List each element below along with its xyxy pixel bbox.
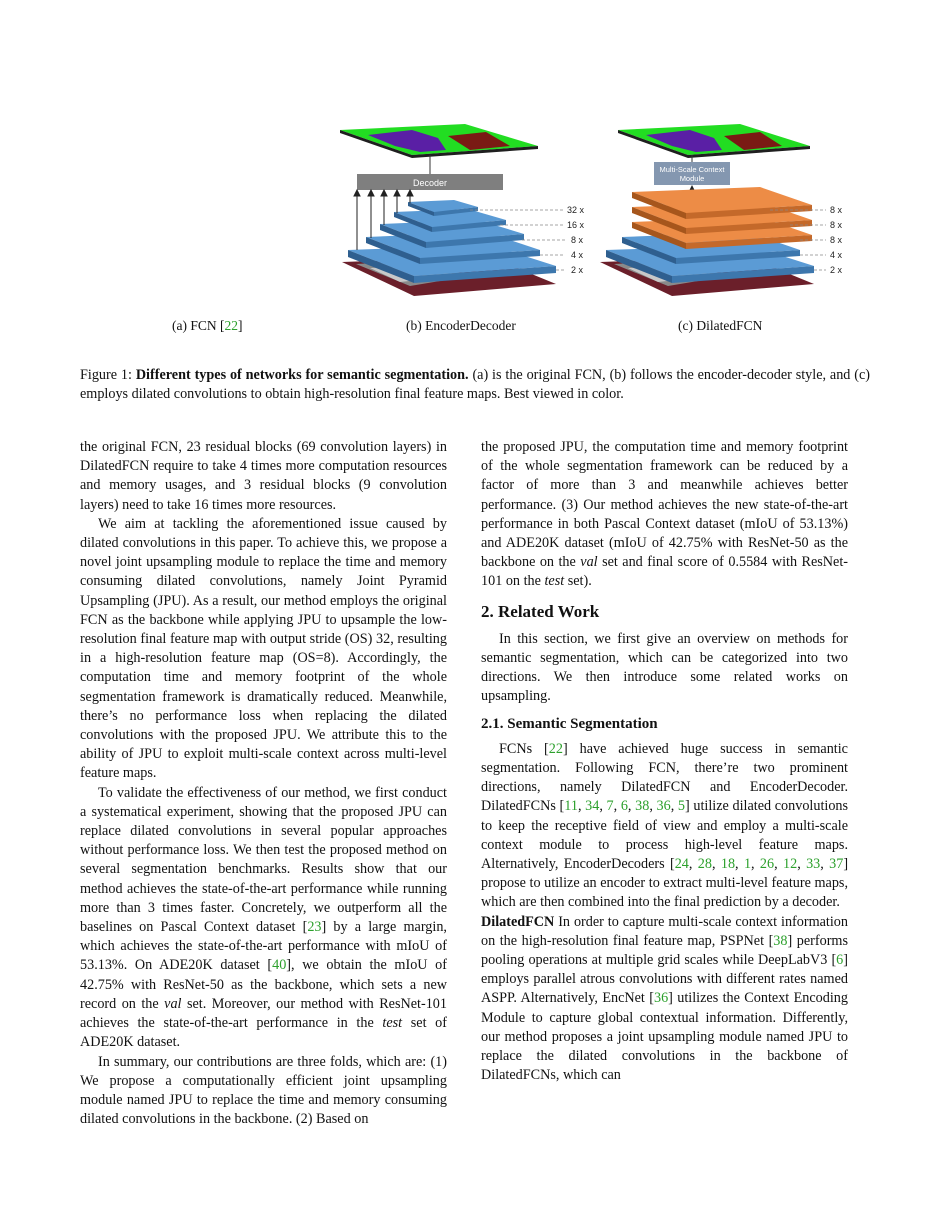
citation-link[interactable]: 37: [829, 856, 844, 873]
subsection-heading: 2.1. Semantic Segmentation: [481, 715, 658, 732]
citation-link[interactable]: 12: [783, 856, 798, 873]
citation-link[interactable]: 22: [224, 318, 238, 333]
figure-caption: [80, 366, 870, 404]
citation-link[interactable]: 33: [806, 856, 821, 873]
figure-1-graphic: [0, 100, 952, 345]
figure-caption-title: Different types of networks for semantic segmentation.: [135, 367, 469, 383]
citation-link[interactable]: 18: [720, 856, 736, 873]
panel-c-scale-label: 8 x: [830, 235, 843, 245]
panel-c-scale-label: 2 x: [830, 265, 843, 275]
citation-link[interactable]: 7: [606, 798, 614, 815]
panel-b-scale-label: 4 x: [571, 250, 584, 260]
citation-link[interactable]: 34: [585, 798, 600, 815]
citation-link[interactable]: 23: [307, 919, 322, 936]
citation-link[interactable]: 28: [697, 856, 712, 873]
panel-b-scale-label: 8 x: [571, 235, 584, 245]
figure-label: Figure 1:: [80, 367, 136, 383]
panel-c-scale-label: 8 x: [830, 205, 843, 215]
panel-b-scale-label: 16 x: [567, 220, 585, 230]
paragraph: the proposed JPU, the computation time and memory footprint of the whole segmentation framework can be reduced by a factor of more than 3 and meanwhile achieves better performance. (3) Our method achieves the new state-of-the-art performance in both Pascal Context dataset (mIoU of 53.13%) and ADE20K dataset (mIoU of 42.75% with ResNet-50 as the backbone on the val set and final score of 0.5584 with ResNet-101 on the test set).: [481, 439, 848, 590]
citation-list: [549, 741, 563, 757]
panel-b-scale-label: 32 x: [567, 205, 585, 215]
panel-b-decoder-label: Decoder: [412, 178, 448, 188]
paragraph-runin-heading: DilatedFCN: [481, 913, 555, 930]
paragraph: In this section, we first give an overview on methods for semantic segmentation, which can be categorized into two directions. We then introduce some related works on upsampling.: [481, 630, 848, 705]
paragraph: DilatedFCN In order to capture multi-scale context information on the high-resolution final feature map, PSPNet [38] performs pooling operations at multiple grid scales while DeepLabV3 [6] employs parallel atrous convolutions with different rates named ASPP. Alternatively, EncNet [36] utilizes the Context Encoding Module to capture global contextual information. Differently, our method proposes a joint upsampling module named JPU to replace the dilated convolutions in the backbone of DilatedFCNs, which can: [481, 913, 848, 1084]
subcaption-a: (a) FCN [22]: [172, 318, 243, 333]
subcaption-b: (b) EncoderDecoder: [406, 318, 516, 333]
section-heading: 2. Related Work: [481, 601, 600, 621]
panel-c-dilatedfcn: [600, 124, 843, 296]
paragraph: FCNs [22] have achieved huge success in semantic segmentation. Following FCN, there’re two prominent directions, namely DilatedFCN and EncoderDecoder. DilatedFCNs [11, 34, 7, 6, 38, 36, 5] utilize dilated convolutions to keep the receptive field of view and employ a multi-scale context module to process high-level feature maps. Alternatively, EncoderDecoders [24, 28, 18, 1, 26, 12, 33, 37] propose to utilize an encoder to extract multi-level feature maps, which are then combined into the final prediction by a decoder.: [481, 740, 849, 911]
panel-c-scale-label: 8 x: [830, 220, 843, 230]
citation-link[interactable]: 24: [674, 856, 689, 873]
paragraph: To validate the effectiveness of our method, we first conduct a systematical experiment, showing that the proposed JPU can replace dilated convolutions in several popular approaches without performance loss. We then test the proposed method on several segmentation benchmarks. Results show that our method achieves the state-of-the-art performance while running more than 3 times faster. Concretely, we outperform all the baselines on Pascal Context dataset [23] by a large margin, which achieves the state-of-the-art performance with mIoU of 53.13%. On ADE20K dataset [40], we obtain the mIoU of 42.75% with ResNet-50 as the backbone, which sets a new record on the val set. Moreover, our method with ResNet-101 achieves the state-of-the-art performance in the test set of ADE20K dataset.: [80, 784, 447, 1051]
citation-link[interactable]: 38: [773, 932, 788, 949]
panel-b-encoderdecoder: [340, 124, 585, 296]
panel-c-module-label: Multi-Scale Context: [659, 165, 725, 174]
panel-c-feature-stack: [606, 187, 814, 283]
paragraph: In summary, our contributions are three folds, which are: (1) We propose a computationally efficient joint upsampling module named JPU to replace the time and memory consuming dilated convolutions in the backbone. (2) Based on: [80, 1053, 447, 1128]
right-column: [481, 438, 848, 1086]
citation-link[interactable]: 36: [656, 798, 671, 815]
citation-link[interactable]: 26: [759, 856, 775, 873]
panel-c-segmentation-map: [618, 124, 810, 158]
panel-b-scale-label: 2 x: [571, 265, 584, 275]
citation-link[interactable]: 40: [272, 957, 287, 974]
panel-c-scale-label: 4 x: [830, 250, 843, 260]
citation-link[interactable]: 5: [677, 798, 685, 815]
citation-link[interactable]: 36: [653, 990, 669, 1007]
left-column: [80, 438, 447, 1129]
paragraph: We aim at tackling the aforementioned issue caused by dilated convolutions in this paper. To achieve this, we propose a novel joint upsampling module to replace the time and memory consuming dilated convolutions, namely Joint Pyramid Upsampling (JPU). As a result, our method employs the original FCN as the backbone while applying JPU to upsample the low-resolution final feature map with output stride (OS) 32, resulting in a high-resolution feature map (OS=8). Accordingly, the computation time and memory footprint of the whole segmentation framework is dramatically reduced. Meanwhile, there’s no performance loss when replacing the dilated convolutions with the proposed JPU. We attribute this to the ability of JPU to exploit multi-scale context across multi-level feature maps.: [80, 515, 447, 782]
figure-caption-body: (a) is the original FCN, (b) follows the encoder-decoder style, and (c) employs dilated convolutions to obtain high-resolution final feature maps. Best viewed in color.: [80, 367, 871, 402]
citation-link[interactable]: 6: [836, 952, 844, 969]
panel-c-module-label: Module: [679, 174, 705, 183]
citation-link[interactable]: 1: [743, 856, 752, 873]
citation-link[interactable]: 11: [564, 798, 578, 815]
citation-list: 11, 34, 7, 6, 38, 36, 5: [564, 798, 685, 815]
citation-list: 24, 28, 18, 1, 26, 12, 33, 37: [674, 856, 844, 873]
figure-1: [0, 100, 952, 345]
paragraph: the original FCN, 23 residual blocks (69 convolution layers) in DilatedFCN require to take 4 times more computation resources and memory usages, and 3 residual blocks (9 convolution layers) need to take 16 times more resources.: [80, 439, 447, 513]
citation-link[interactable]: 6: [620, 798, 628, 815]
citation-link[interactable]: 22: [548, 740, 563, 757]
citation-link[interactable]: 38: [635, 798, 650, 815]
panel-b-segmentation-map: [340, 124, 538, 158]
subcaption-c: (c) DilatedFCN: [678, 318, 763, 333]
